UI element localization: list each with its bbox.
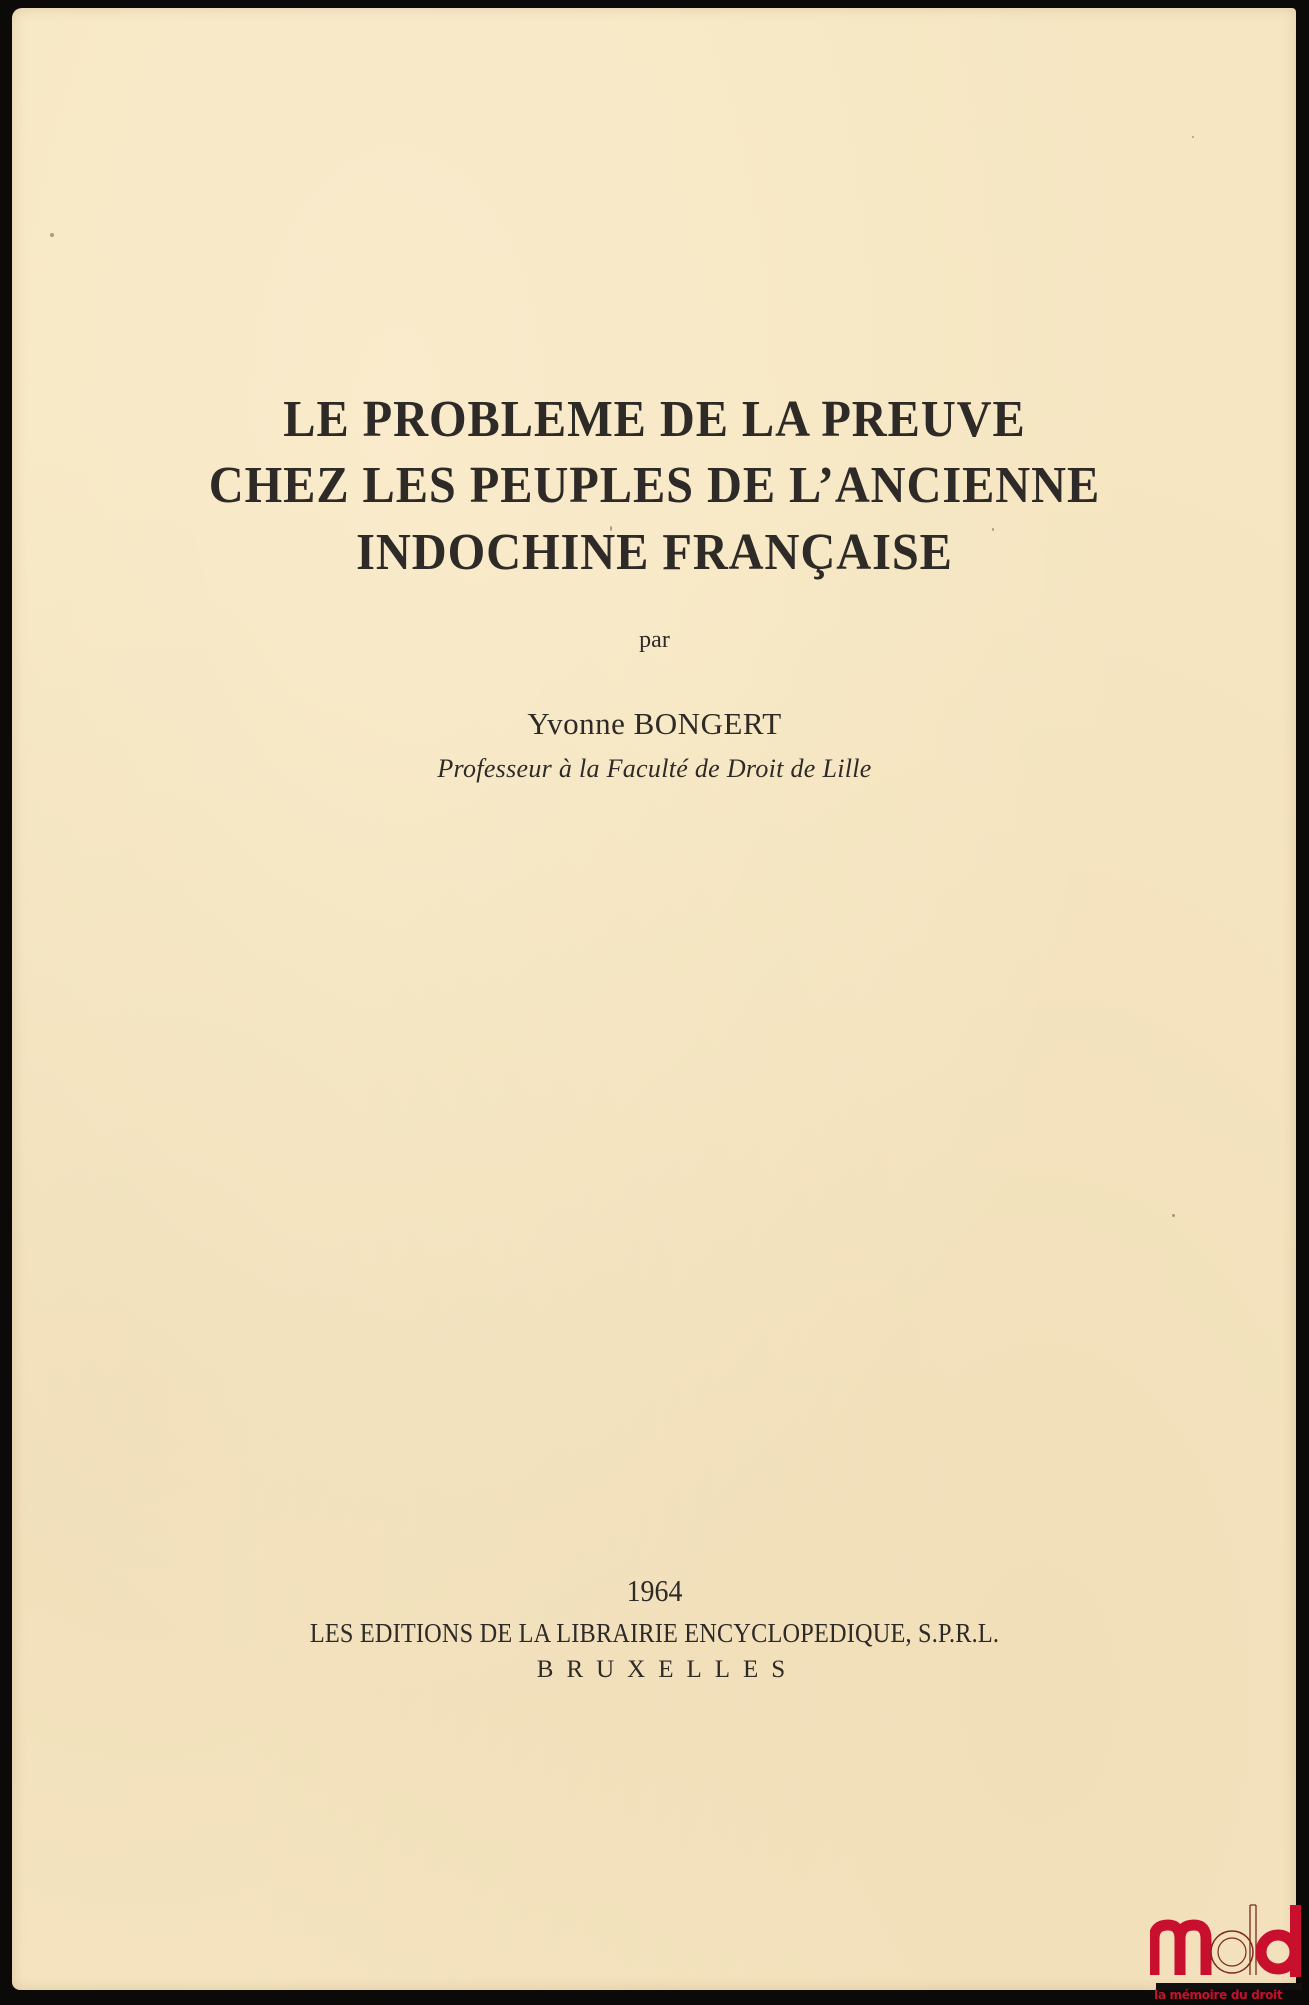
mdd-logo-icon (1150, 1895, 1302, 2000)
by-label: par (639, 627, 670, 653)
publication-city: BRUXELLES (536, 1656, 799, 1683)
book-cover-page (12, 8, 1296, 1990)
mdd-tagline: la mémoire du droit (1154, 1988, 1283, 2002)
title-line-3: INDOCHINE FRANÇAISE (356, 524, 953, 581)
title-line-2: CHEZ LES PEUPLES DE L’ANCIENNE (208, 457, 1101, 514)
author-affiliation: Professeur à la Faculté de Droit de Lille (437, 754, 872, 783)
paper-speck (1172, 1214, 1175, 1217)
publication-year: 1964 (626, 1573, 683, 1608)
author-name: Yvonne BONGERT (527, 706, 782, 741)
mdd-watermark-logo (1150, 1895, 1302, 2000)
publisher-name: LES EDITIONS DE LA LIBRAIRIE ENCYCLOPEDIQUE, S.P.R.L. (309, 1618, 1000, 1648)
paper-speck (50, 233, 54, 237)
title-line-1: LE PROBLEME DE LA PREUVE (283, 391, 1026, 448)
paper-speck (1192, 136, 1194, 138)
